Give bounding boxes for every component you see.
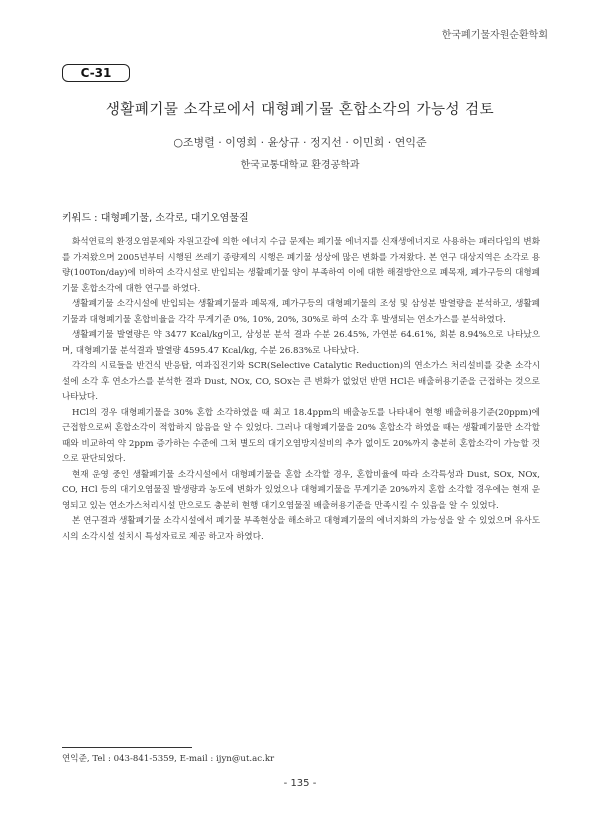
affiliation: 한국교통대학교 환경공학과 (240, 160, 360, 171)
author-list: ○조병렬 · 이영희 · 윤상규 · 정지선 · 이민희 · 연익준 (173, 136, 427, 149)
paper-title: 생활폐기물 소각로에서 대형폐기물 혼합소각의 가능성 검토 (105, 102, 495, 118)
paragraph-3: 생활폐기물 발열량은 약 3477 Kcal/kg이고, 삼성분 분석 결과 수분 26.45%, 가연분 64.61%, 회분 8.94%으로 나타났으며, 대형폐기물 분석결과 발열량 4595.47 Kcal/kg, 수분 26.83%로 나타났다. (62, 330, 540, 356)
session-code-badge: C-31 (62, 64, 130, 82)
abstract-body (62, 235, 540, 545)
keywords: 키워드 : 대형폐기물, 소각로, 대기오염물질 (62, 213, 249, 224)
footnote-divider (62, 747, 192, 748)
paragraph-7: 본 연구결과 생활폐기물 소각시설에서 폐기물 부족현상을 해소하고 대형폐기물의 에너지화의 가능성을 알 수 있었으며 유사도시의 소각시설 설치시 특성자료로 제공 하고자 하였다. (62, 516, 540, 542)
paragraph-6: 현재 운영 중인 생활폐기물 소각시설에서 대형폐기물을 혼합 소각할 경우, 혼합비율에 따라 소각특성과 Dust, SOx, NOx, CO, HCl 등의 대기오염물질 발생량과 농도에 변화가 있었으나 대형폐기물을 무게기준 20%까지 혼합 소각할 경우에는 현재 운영되고 있는 연소가스처리시설 만으로도 충분히 현행 대기오염물질 배출허용기준을 만족시킬 수 있음을 알 수 있었다. (62, 469, 540, 511)
society-header: 한국폐기물자원순환학회 (441, 30, 548, 41)
paragraph-4: 각각의 시료들을 반건식 반응탑, 여과집진기와 SCR(Selective Catalytic Reduction)의 연소가스 처리설비를 갖춘 소각시설에 소각 후 연소가스를 분석한 결과 Dust, NOx, CO, SOx는 큰 변화가 없었던 반면 HCl은 배출허용기준을 근접하는 것으로 나타났다. (62, 361, 540, 402)
page-number: - 135 - (283, 778, 317, 789)
paragraph-5: HCl의 경우 대형폐기물을 30% 혼합 소각하였을 때 최고 18.4ppm의 배출농도를 나타내어 현행 배출허용기준(20ppm)에 근접함으로써 혼합소각이 적합하지 않음을 알 수 있었다. 그러나 대형폐기물을 20% 혼합소각 하였을 때는 생활폐기물만 소각할 때와 비교하여 약 2ppm 증가하는 수준에 그쳐 별도의 대기오염방지설비의 추가 없이도 20%까지 충분히 혼합소각이 가능할 것으로 판단되었다. (62, 407, 540, 464)
paragraph-2: 생활폐기물 소각시설에 반입되는 생활폐기물과 폐목재, 폐가구등의 대형폐기물의 조성 및 삼성분 발열량을 분석하고, 생활폐기물과 대형폐기물 혼합비율을 각각 무게기준 0%, 10%, 20%, 30%로 하여 소각 후 발생되는 연소가스를 분석하였다. (62, 299, 540, 325)
footnote-contact: 연익준, Tel : 043-841-5359, E-mail : ijyn@ut.ac.kr (62, 754, 275, 764)
paragraph-1: 화석연료의 환경오염문제와 자원고갈에 의한 에너지 수급 문제는 폐기물 에너지를 신재생에너지로 사용하는 패러다임의 변화를 가져왔으며 2005년부터 시행된 쓰레기 종량제의 시행은 폐기물 성상에 많은 변화를 가져왔다. 본 연구 대상지역은 소각로 용량(100Ton/day)에 비하여 소각시설로 반입되는 생활폐기물 양이 부족하여 이에 대한 해결방안으로 폐목재, 폐가구등의 대형폐기물 혼합소각에 대한 연구를 하였다. (62, 237, 540, 294)
